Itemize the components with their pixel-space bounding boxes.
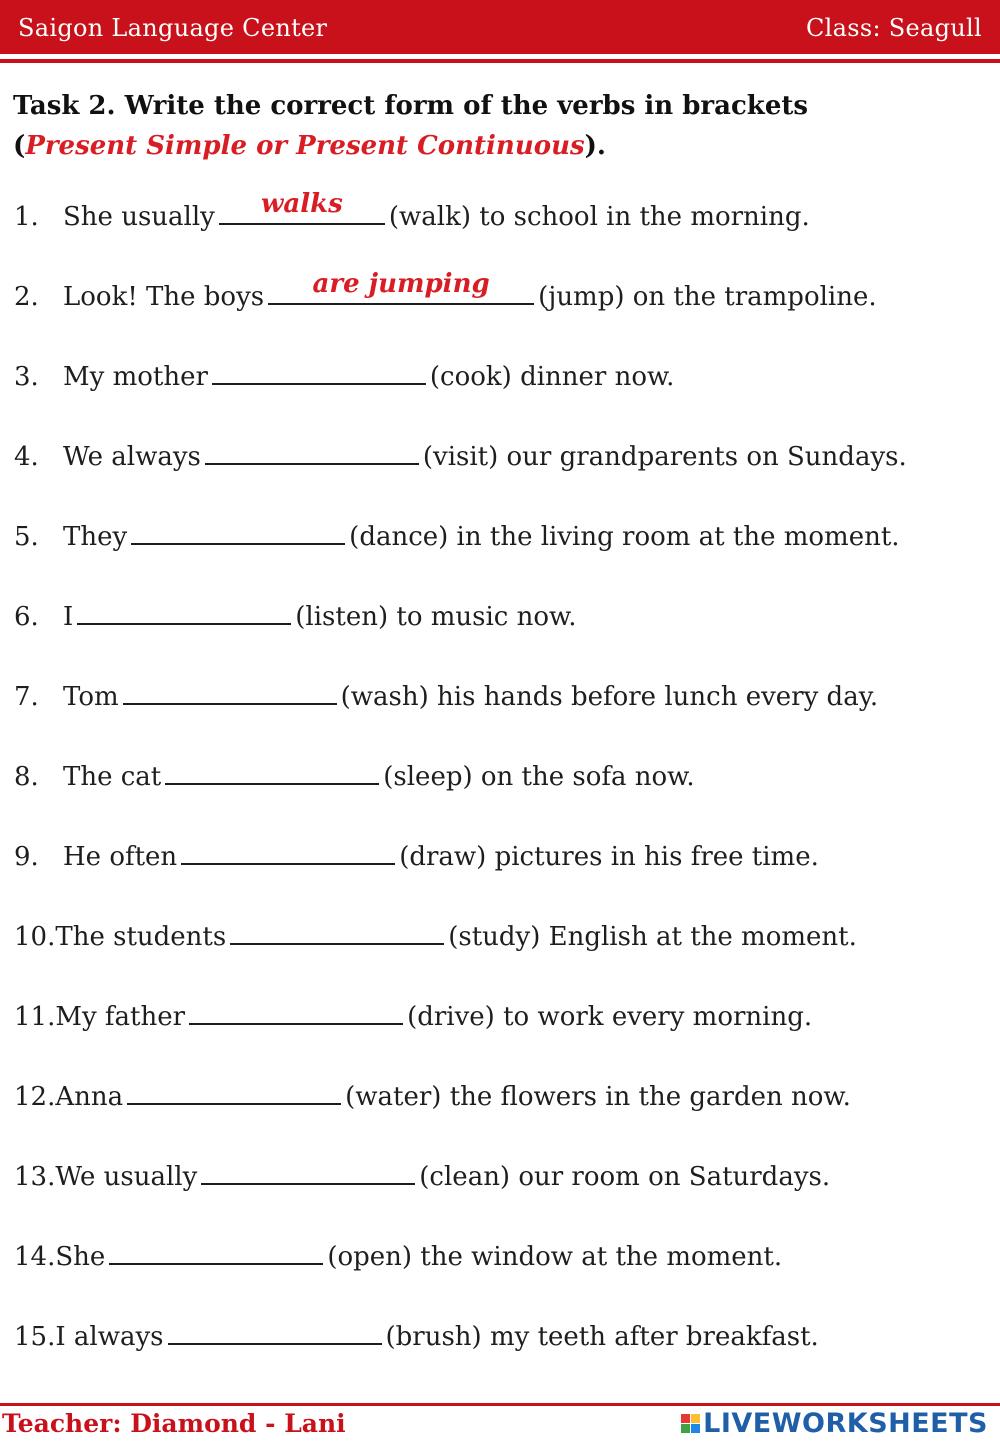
answer-blank[interactable] [212, 382, 426, 385]
task-title-text: Task 2. Write the correct form of the verbs in brackets [13, 91, 809, 121]
item-text-before: He often [63, 842, 178, 872]
item-text-after: (visit) our grandparents on Sundays. [422, 442, 907, 472]
answer-blank[interactable] [131, 542, 345, 545]
item-text-after: (sleep) on the sofa now. [383, 762, 695, 792]
answer-blank[interactable] [230, 942, 444, 945]
item-text-after: (drive) to work every morning. [407, 1002, 813, 1032]
exercise-item [14, 269, 877, 322]
item-text-after: (dance) in the living room at the moment. [349, 522, 900, 552]
exercise-item [14, 992, 812, 1042]
exercise-item [14, 512, 900, 562]
class-label: Class: Seagull [805, 14, 982, 42]
item-text-after: (jump) on the trampoline. [538, 282, 877, 312]
item-number: 9. [14, 842, 39, 872]
header-bar [0, 0, 1000, 54]
exercise-item [14, 672, 878, 722]
item-number: 5. [14, 522, 39, 552]
answer-blank[interactable] [165, 782, 379, 785]
item-text-after: (draw) pictures in his free time. [399, 842, 819, 872]
item-number: 12. [14, 1082, 56, 1112]
liveworksheets-logo [681, 1406, 988, 1440]
answer-blank[interactable] [127, 1102, 341, 1105]
task-tenses: Present Simple or Present Continuous [25, 131, 585, 161]
answer-blank[interactable] [77, 622, 291, 625]
item-text-before: I always [55, 1322, 164, 1352]
item-text-before: I [63, 602, 74, 632]
item-number: 13. [14, 1162, 56, 1192]
item-text-before: My father [55, 1002, 186, 1032]
item-text-before: They [63, 522, 128, 552]
item-text-before: Tom [63, 682, 119, 712]
item-text-after: (clean) our room on Saturdays. [419, 1162, 831, 1192]
item-number: 2. [14, 282, 39, 312]
answer-blank[interactable] [109, 1262, 323, 1265]
answer-blank[interactable] [123, 702, 337, 705]
item-text-after: (walk) to school in the morning. [388, 202, 810, 232]
answer-blank[interactable] [168, 1342, 382, 1345]
item-number: 11. [14, 1002, 56, 1032]
item-text-before: The students [55, 922, 227, 952]
item-text-before: My mother [63, 362, 208, 392]
task-open-paren: ( [13, 131, 26, 161]
item-text-after: (study) English at the moment. [448, 922, 857, 952]
item-text-before: She [55, 1242, 106, 1272]
answer-blank[interactable] [181, 862, 395, 865]
item-text-before: She usually [63, 202, 215, 232]
item-number: 8. [14, 762, 39, 792]
answer-blank[interactable] [205, 462, 419, 465]
item-number: 4. [14, 442, 39, 472]
item-text-after: (cook) dinner now. [429, 362, 675, 392]
item-number: 15. [14, 1322, 56, 1352]
header-divider [0, 59, 1000, 63]
item-text-after: (water) the flowers in the garden now. [345, 1082, 851, 1112]
item-text-before: We always [63, 442, 201, 472]
answer-blank[interactable] [268, 269, 534, 305]
answer-blank[interactable] [201, 1182, 415, 1185]
exercise-item [14, 832, 819, 882]
exercise-item [14, 1312, 819, 1362]
exercise-item [14, 1072, 851, 1122]
item-text-before: We usually [55, 1162, 198, 1192]
task-title [13, 86, 988, 166]
item-text-before: The cat [63, 762, 162, 792]
item-text-after: (wash) his hands before lunch every day. [340, 682, 879, 712]
item-text-after: (listen) to music now. [295, 602, 577, 632]
item-number: 1. [14, 202, 39, 232]
item-number: 10. [14, 922, 56, 952]
exercise-item [14, 752, 695, 802]
item-text-before: Look! The boys [63, 282, 265, 312]
teacher-name: Teacher: Diamond - Lani [2, 1409, 346, 1438]
item-text-before: Anna [55, 1082, 124, 1112]
exercise-item [14, 189, 810, 242]
item-number: 7. [14, 682, 39, 712]
item-number: 14. [14, 1242, 56, 1272]
exercise-item [14, 432, 907, 482]
answer-blank[interactable] [219, 189, 385, 225]
item-number: 6. [14, 602, 39, 632]
school-name: Saigon Language Center [18, 14, 328, 42]
exercise-item [14, 912, 857, 962]
answer-text: walks [260, 189, 343, 219]
exercise-item [14, 592, 576, 642]
task-close: ). [584, 131, 606, 161]
exercise-item [14, 352, 674, 402]
item-number: 3. [14, 362, 39, 392]
item-text-after: (brush) my teeth after breakfast. [385, 1322, 819, 1352]
answer-text: are jumping [312, 269, 490, 299]
exercise-item [14, 1152, 830, 1202]
liveworksheets-logo-icon [681, 1414, 700, 1433]
item-text-after: (open) the window at the moment. [327, 1242, 783, 1272]
exercise-item [14, 1232, 782, 1282]
answer-blank[interactable] [189, 1022, 403, 1025]
liveworksheets-logo-text: LIVEWORKSHEETS [703, 1407, 988, 1439]
